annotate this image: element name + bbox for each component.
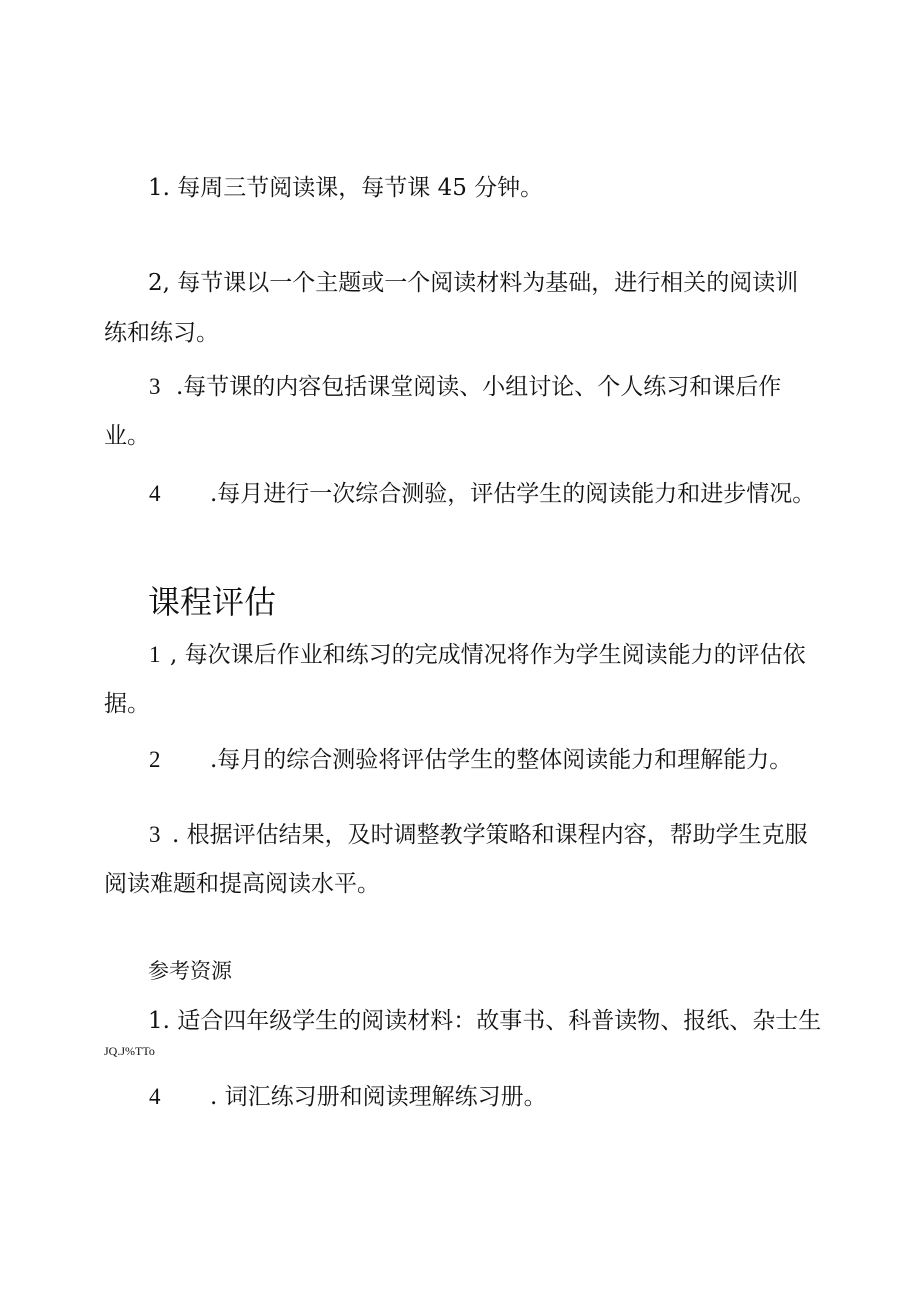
schedule-item-3-line-2: 业。	[104, 423, 150, 449]
schedule-item-4-number: 4	[149, 481, 161, 506]
evaluation-item-1-line-2: 据。	[104, 691, 150, 717]
evaluation-item-1-line-1: , 每次课后作业和练习的完成情况将作为学生阅读能力的评估依	[170, 642, 806, 668]
schedule-item-4-text: .每月进行一次综合测验，评估学生的阅读能力和进步情况。	[210, 481, 816, 507]
evaluation-item-2-text: .每月的综合测验将评估学生的整体阅读能力和理解能力。	[210, 747, 793, 773]
resources-item-4-text: . 词汇练习册和阅读理解练习册。	[210, 1084, 547, 1110]
resources-item-4-number: 4	[149, 1084, 161, 1109]
resources-item-1: 1. 适合四年级学生的阅读材料：故事书、科普读物、报纸、杂士生	[148, 1008, 822, 1034]
evaluation-item-3-number: 3	[149, 822, 161, 847]
schedule-item-3-number: 3	[149, 374, 161, 399]
evaluation-heading: 课程评估	[148, 583, 277, 621]
schedule-item-1: 1. 每周三节阅读课，每节课 45 分钟。	[148, 175, 544, 201]
resources-item-1-garbled-text: JQ.J%TTo	[104, 1044, 155, 1058]
evaluation-item-1-number: 1	[149, 642, 161, 667]
evaluation-item-3-line-2: 阅读难题和提高阅读水平。	[104, 871, 380, 897]
resources-heading: 参考资源	[148, 959, 232, 983]
evaluation-item-2-number: 2	[149, 747, 161, 772]
evaluation-item-3-line-1: . 根据评估结果，及时调整教学策略和课程内容，帮助学生克服	[172, 822, 808, 848]
schedule-item-3-line-1: .每节课的内容包括课堂阅读、小组讨论、个人练习和课后作	[176, 374, 782, 400]
schedule-item-2-line-1: 2, 每节课以一个主题或一个阅读材料为基础，进行相关的阅读训	[148, 270, 799, 296]
schedule-item-2-line-2: 练和练习。	[104, 320, 219, 346]
